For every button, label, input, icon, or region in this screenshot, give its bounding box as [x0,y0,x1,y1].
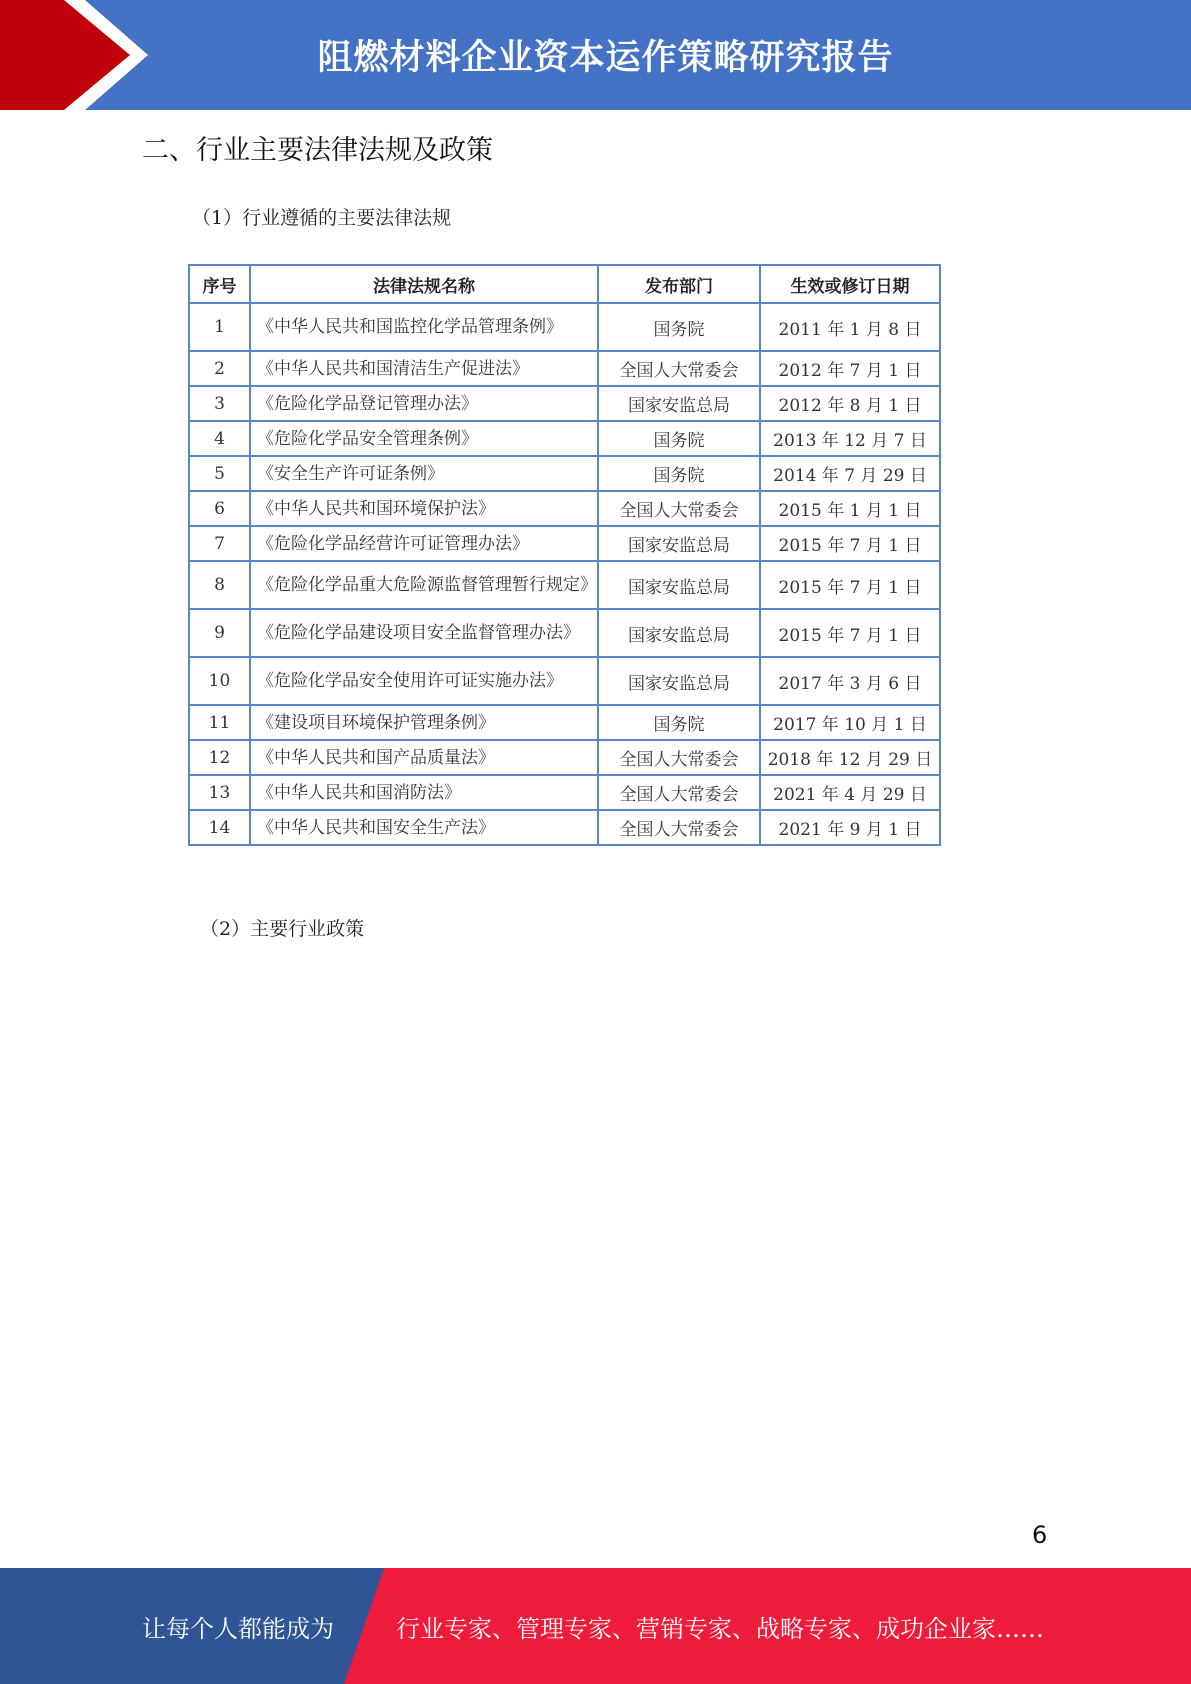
cell-no: 12 [189,740,250,775]
cell-date: 2017 年 3 月 6 日 [760,657,940,705]
table-header-row [189,265,940,303]
cell-no: 6 [189,491,250,526]
footer-band [0,1568,1191,1684]
cell-name: 《中华人民共和国产品质量法》 [250,740,598,775]
cell-date: 2015 年 7 月 1 日 [760,609,940,657]
table-row [189,421,940,456]
cell-dept: 国家安监总局 [598,526,760,561]
footer-slogan-left: 让每个人都能成为 [142,1614,334,1643]
cell-no: 2 [189,351,250,386]
cell-no: 13 [189,775,250,810]
cell-no: 3 [189,386,250,421]
cell-dept: 国家安监总局 [598,561,760,609]
cell-name: 《中华人民共和国消防法》 [250,775,598,810]
cell-no: 5 [189,456,250,491]
cell-date: 2015 年 1 月 1 日 [760,491,940,526]
cell-name: 《危险化学品登记管理办法》 [250,386,598,421]
cell-dept: 全国人大常委会 [598,775,760,810]
table-row [189,657,940,705]
page-number: 6 [1032,1521,1048,1549]
cell-date: 2012 年 7 月 1 日 [760,351,940,386]
cell-name: 《中华人民共和国监控化学品管理条例》 [250,303,598,351]
column-header-no: 序号 [189,265,250,303]
cell-name: 《危险化学品建设项目安全监督管理办法》 [250,609,598,657]
report-title: 阻燃材料企业资本运作策略研究报告 [317,38,894,78]
cell-date: 2011 年 1 月 8 日 [760,303,940,351]
table-row [189,386,940,421]
table-row [189,491,940,526]
cell-dept: 国家安监总局 [598,609,760,657]
laws-table [188,264,941,846]
cell-date: 2012 年 8 月 1 日 [760,386,940,421]
cell-no: 7 [189,526,250,561]
table-row [189,561,940,609]
header-band [0,0,1191,110]
subsection-laws-heading: （1）行业遵循的主要法律法规 [192,207,452,229]
cell-date: 2013 年 12 月 7 日 [760,421,940,456]
cell-name: 《安全生产许可证条例》 [250,456,598,491]
cell-no: 9 [189,609,250,657]
cell-name: 《危险化学品重大危险源监督管理暂行规定》 [250,561,598,609]
cell-dept: 全国人大常委会 [598,810,760,845]
cell-dept: 全国人大常委会 [598,351,760,386]
cell-no: 14 [189,810,250,845]
cell-date: 2021 年 9 月 1 日 [760,810,940,845]
cell-dept: 全国人大常委会 [598,491,760,526]
cell-no: 10 [189,657,250,705]
table-row [189,775,940,810]
table-row [189,303,940,351]
table-row [189,740,940,775]
cell-name: 《中华人民共和国安全生产法》 [250,810,598,845]
cell-dept: 国务院 [598,421,760,456]
cell-date: 2015 年 7 月 1 日 [760,561,940,609]
laws-table-container [188,264,939,846]
cell-dept: 国务院 [598,705,760,740]
column-header-dept: 发布部门 [598,265,760,303]
cell-name: 《危险化学品安全使用许可证实施办法》 [250,657,598,705]
table-row [189,526,940,561]
cell-dept: 全国人大常委会 [598,740,760,775]
cell-no: 1 [189,303,250,351]
cell-name: 《中华人民共和国环境保护法》 [250,491,598,526]
cell-dept: 国务院 [598,456,760,491]
footer-slogan-right: 行业专家、管理专家、营销专家、战略专家、成功企业家…… [396,1614,1044,1643]
cell-date: 2021 年 4 月 29 日 [760,775,940,810]
cell-no: 4 [189,421,250,456]
table-row [189,456,940,491]
cell-name: 《危险化学品安全管理条例》 [250,421,598,456]
cell-date: 2017 年 10 月 1 日 [760,705,940,740]
cell-dept: 国务院 [598,303,760,351]
cell-name: 《中华人民共和国清洁生产促进法》 [250,351,598,386]
section-title: 二、行业主要法律法规及政策 [142,135,493,166]
subsection-policy-heading: （2）主要行业政策 [200,918,365,940]
cell-dept: 国家安监总局 [598,386,760,421]
column-header-name: 法律法规名称 [250,265,598,303]
table-row [189,810,940,845]
cell-name: 《建设项目环境保护管理条例》 [250,705,598,740]
cell-date: 2015 年 7 月 1 日 [760,526,940,561]
cell-dept: 国家安监总局 [598,657,760,705]
table-row [189,705,940,740]
table-row [189,609,940,657]
column-header-date: 生效或修订日期 [760,265,940,303]
cell-date: 2018 年 12 月 29 日 [760,740,940,775]
cell-date: 2014 年 7 月 29 日 [760,456,940,491]
table-row [189,351,940,386]
cell-name: 《危险化学品经营许可证管理办法》 [250,526,598,561]
cell-no: 11 [189,705,250,740]
cell-no: 8 [189,561,250,609]
